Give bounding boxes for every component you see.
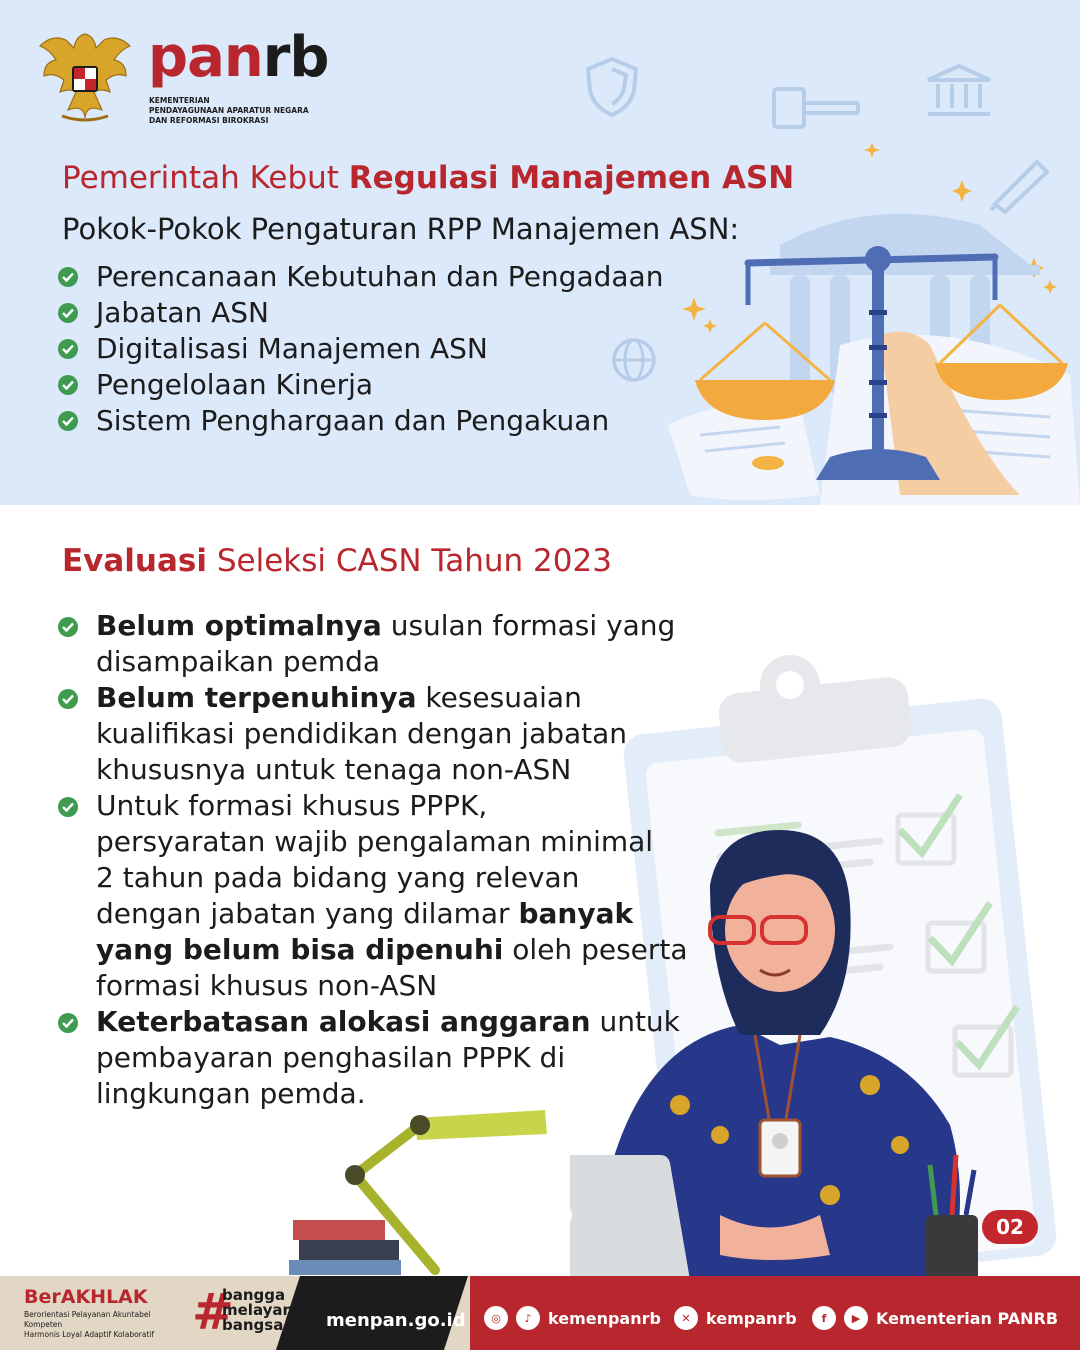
facebook-icon: f [812,1306,836,1330]
bangga-melayani-logo: # bangga melayani bangsa [192,1283,299,1341]
facebook-youtube-link[interactable]: f ▶ Kementerian PANRB [812,1306,1058,1330]
check-icon [58,689,78,709]
list-item: Perencanaan Kebutuhan dan Pengadaan [58,259,663,295]
list-item: Pengelolaan Kinerja [58,367,663,403]
list-item: Untuk formasi khusus PPPK, persyaratan wajib pengalaman minimal 2 tahun pada bidang yang relevan dengan jabatan yang dilamar banyak yang belum bisa dipenuhi oleh peserta formasi khusus non-ASN [58,788,688,1004]
website-link[interactable]: menpan.go.id [326,1310,466,1331]
check-icon [58,797,78,817]
tiktok-icon: ♪ [516,1306,540,1330]
garuda-emblem-icon [36,26,134,126]
list-item: Belum terpenuhinya kesesuaian kualifikasi pendidikan dengan jabatan khususnya untuk tenaga non-ASN [58,680,688,788]
berakhlak-tagline: Berorientasi Pelayanan Akuntabel Kompeten Harmonis Loyal Adaptif Kolaboratif [24,1310,155,1339]
check-icon [58,411,78,431]
instagram-tiktok-link[interactable]: ◎ ♪ kemenpanrb [484,1306,661,1330]
footer [0,1276,1080,1350]
list-item: Keterbatasan alokasi anggaran untuk pembayaran penghasilan PPPK di lingkungan pemda. [58,1004,688,1112]
page-number-badge: 02 [982,1210,1038,1244]
instagram-icon: ◎ [484,1306,508,1330]
section1-title: Pemerintah Kebut Regulasi Manajemen ASN [62,160,795,196]
berakhlak-logo: BerAKHLAK [24,1286,148,1308]
desk-lamp-books-illustration [285,1100,565,1275]
x-link[interactable]: ✕ kempanrb [674,1306,797,1330]
building-icon [924,62,994,118]
check-icon [58,617,78,637]
list-item: Digitalisasi Manajemen ASN [58,331,663,367]
brand-wordmark: panrb [148,25,329,90]
section2-title: Evaluasi Seleksi CASN Tahun 2023 [62,543,612,579]
ministry-name: KEMENTERIAN PENDAYAGUNAAN APARATUR NEGARA DAN REFORMASI BIROKRASI [149,96,309,125]
evaluation-list [58,608,688,1112]
section1-subtitle: Pokok-Pokok Pengaturan RPP Manajemen ASN: [62,212,740,246]
x-icon: ✕ [674,1306,698,1330]
youtube-icon: ▶ [844,1306,868,1330]
top-section [0,0,1080,505]
shield-icon [580,55,644,119]
check-icon [58,1013,78,1033]
list-item: Belum optimalnya usulan formasi yang disampaikan pemda [58,608,688,680]
check-icon [58,303,78,323]
check-icon [58,267,78,287]
bottom-section [0,505,1080,1350]
list-item: Sistem Penghargaan dan Pengakuan [58,403,663,439]
gavel-icon [770,85,862,133]
regulation-list [58,259,663,439]
check-icon [58,339,78,359]
check-icon [58,375,78,395]
list-item: Jabatan ASN [58,295,663,331]
panrb-logo [36,26,336,126]
